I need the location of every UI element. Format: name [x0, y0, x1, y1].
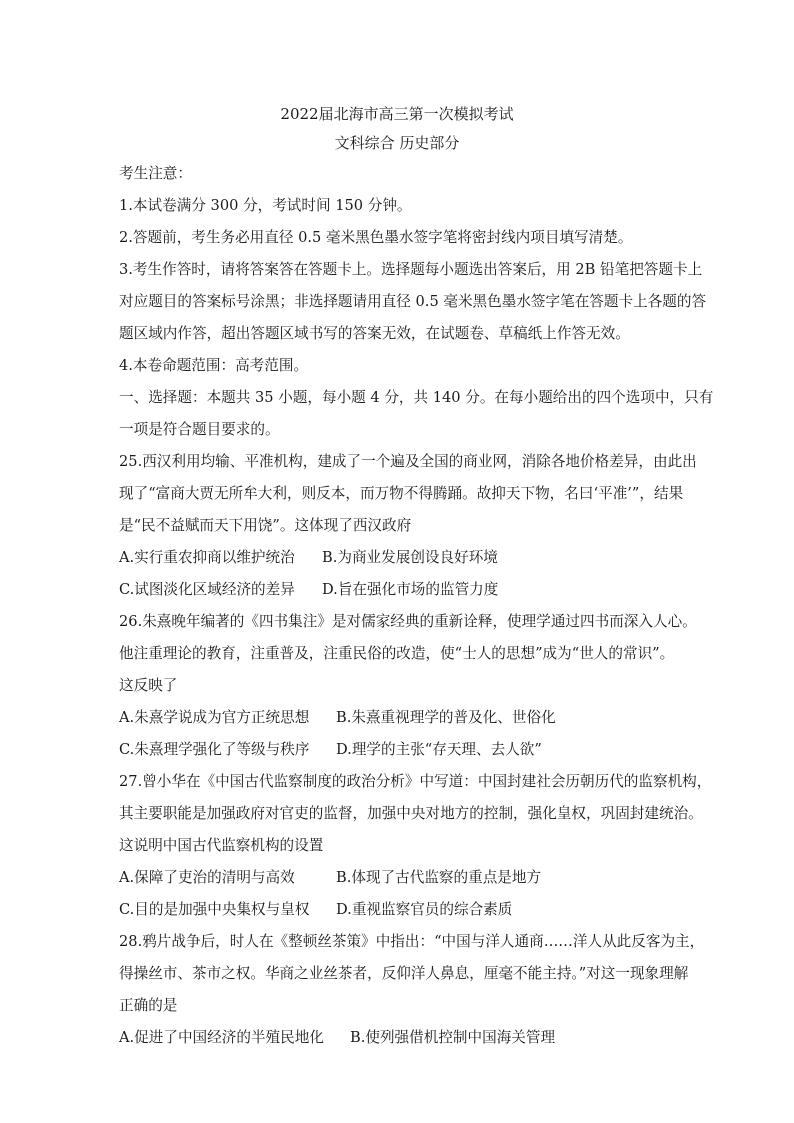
question-27-option-a: A.保障了吏治的清明与高效	[119, 869, 295, 886]
notice-item: 4.本卷命题范围：高考范围。	[119, 357, 309, 374]
question-26-stem: 他注重理论的教育，注重普及，注重民俗的改造，使“士人的思想”成为“世人的常识”。	[119, 645, 675, 662]
question-25-option-d: D.旨在强化市场的监管力度	[322, 581, 499, 598]
notice-item: 2.答题前，考生务必用直径 0.5 毫米黑色墨水签字笔将密封线内项目填写清楚。	[119, 229, 633, 246]
question-26-option-c: C.朱熹理学强化了等级与秩序	[119, 741, 310, 758]
section-instruction: 一项是符合题目要求的。	[119, 421, 280, 438]
question-26-option-b: B.朱熹重视理学的普及化、世俗化	[336, 709, 556, 726]
question-27-stem: 27.曾小华在《中国古代监察制度的政治分析》中写道：中国封建社会历朝历代的监察机构，	[119, 773, 712, 790]
notice-item: 1.本试卷满分 300 分，考试时间 150 分钟。	[119, 197, 412, 214]
question-25-stem: 25.西汉利用均输、平准机构，建成了一个遍及全国的商业网，消除各地价格差异，由此出	[119, 453, 697, 470]
question-28-option-b: B.使列强借机控制中国海关管理	[350, 1029, 556, 1046]
question-25-stem: 现了“富商大贾无所牟大利，则反本，而万物不得腾踊。故抑天下物，名曰‘平准’”，结果	[119, 485, 684, 502]
question-27-stem: 其主要职能是加强政府对官吏的监督，加强中央对地方的控制，强化皇权，巩固封建统治。	[119, 805, 703, 822]
question-28-stem: 正确的是	[119, 997, 178, 1014]
notice-item: 3.考生作答时，请将答案答在答题卡上。选择题每小题选出答案后，用 2B 铅笔把答题卡上	[119, 261, 703, 278]
notice-heading: 考生注意：	[119, 165, 192, 182]
question-25-option-b: B.为商业发展创设良好环境	[322, 549, 498, 566]
question-25-option-a: A.实行重农抑商以维护统治	[119, 549, 295, 566]
question-27-option-d: D.重视监察官员的综合素质	[336, 901, 513, 918]
notice-item: 题区域内作答，超出答题区域书写的答案无效，在试题卷、草稿纸上作答无效。	[119, 325, 630, 342]
question-26-stem: 这反映了	[119, 677, 178, 694]
question-27-option-b: B.体现了古代监察的重点是地方	[336, 869, 542, 886]
question-26-option-a: A.朱熹学说成为官方正统思想	[119, 709, 310, 726]
notice-item: 对应题目的答案标号涂黑；非选择题请用直径 0.5 毫米黑色墨水签字笔在答题卡上各题的答	[119, 293, 707, 310]
question-26-stem: 26.朱熹晚年编著的《四书集注》是对儒家经典的重新诠释，使理学通过四书而深入人心。	[119, 613, 697, 630]
question-28-stem: 得操丝市、茶市之权。华商之业丝茶者，反仰洋人鼻息，厘毫不能主持。”对这一现象理解	[119, 965, 689, 982]
question-26-option-d: D.理学的主张“存天理、去人欲”	[336, 741, 542, 758]
question-28-option-a: A.促进了中国经济的半殖民地化	[119, 1029, 324, 1046]
exam-subtitle: 文科综合 历史部分	[334, 134, 460, 152]
question-28-stem: 28.鸦片战争后，时人在《整顿丝茶策》中指出：“中国与洋人通商……洋人从此反客为主，	[119, 933, 705, 950]
question-25-stem: 是“民不益赋而天下用饶”。这体现了西汉政府	[119, 517, 412, 534]
section-instruction: 一、选择题：本题共 35 小题，每小题 4 分，共 140 分。在每小题给出的四个选项中，只有	[119, 389, 714, 406]
question-25-option-c: C.试图淡化区域经济的差异	[119, 581, 295, 598]
question-27-stem: 这说明中国古代监察机构的设置	[119, 837, 324, 854]
exam-title: 2022届北海市高三第一次模拟考试	[280, 105, 514, 123]
question-27-option-c: C.目的是加强中央集权与皇权	[119, 901, 310, 918]
